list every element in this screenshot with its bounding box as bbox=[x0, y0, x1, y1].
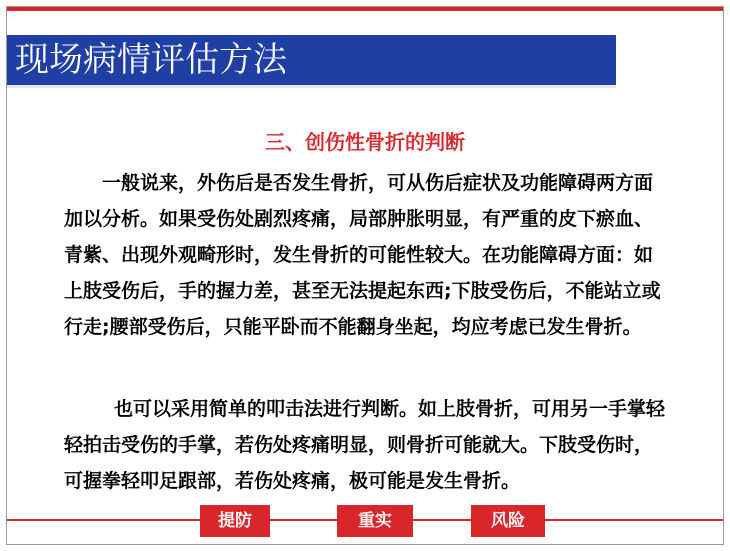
paragraph-line: 轻拍击受伤的手掌，若伤处疼痛明显，则骨折可能就大。下肢受伤时， bbox=[64, 434, 654, 456]
footer-tag-risk: 风险 bbox=[471, 505, 545, 537]
section-heading: 三、创伤性骨折的判断 bbox=[265, 130, 465, 154]
paragraph-line: 加以分析。如果受伤处剧烈疼痛，局部肿胀明显，有严重的皮下瘀血、 bbox=[64, 208, 654, 230]
paragraph-line: 可握拳轻叩足跟部，若伤处疼痛，极可能是发生骨折。 bbox=[64, 470, 521, 492]
slide-title: 现场病情评估方法 bbox=[15, 40, 287, 80]
footer-tag-prevent: 提防 bbox=[200, 505, 270, 537]
paragraph-line: 行走;腰部受伤后，只能平卧而不能翻身坐起，均应考虑已发生骨折。 bbox=[64, 316, 642, 338]
footer-tag-emphasis: 重实 bbox=[337, 505, 413, 537]
paragraph-line: 青紫、出现外观畸形时，发生骨折的可能性较大。在功能障碍方面：如 bbox=[64, 244, 654, 266]
paragraph-1 bbox=[64, 165, 696, 345]
title-bar bbox=[7, 35, 616, 85]
paragraph-2 bbox=[64, 391, 696, 499]
paragraph-line: 也可以采用简单的叩击法进行判断。如上肢骨折，可用另一手掌轻 bbox=[114, 398, 666, 420]
paragraph-line: 一般说来，外伤后是否发生骨折，可从伤后症状及功能障碍两方面 bbox=[102, 172, 654, 194]
paragraph-line: 上肢受伤后，手的握力差，甚至无法提起东西;下肢受伤后，不能站立或 bbox=[64, 280, 661, 302]
top-red-rule bbox=[7, 7, 723, 11]
title-underline bbox=[7, 85, 616, 88]
